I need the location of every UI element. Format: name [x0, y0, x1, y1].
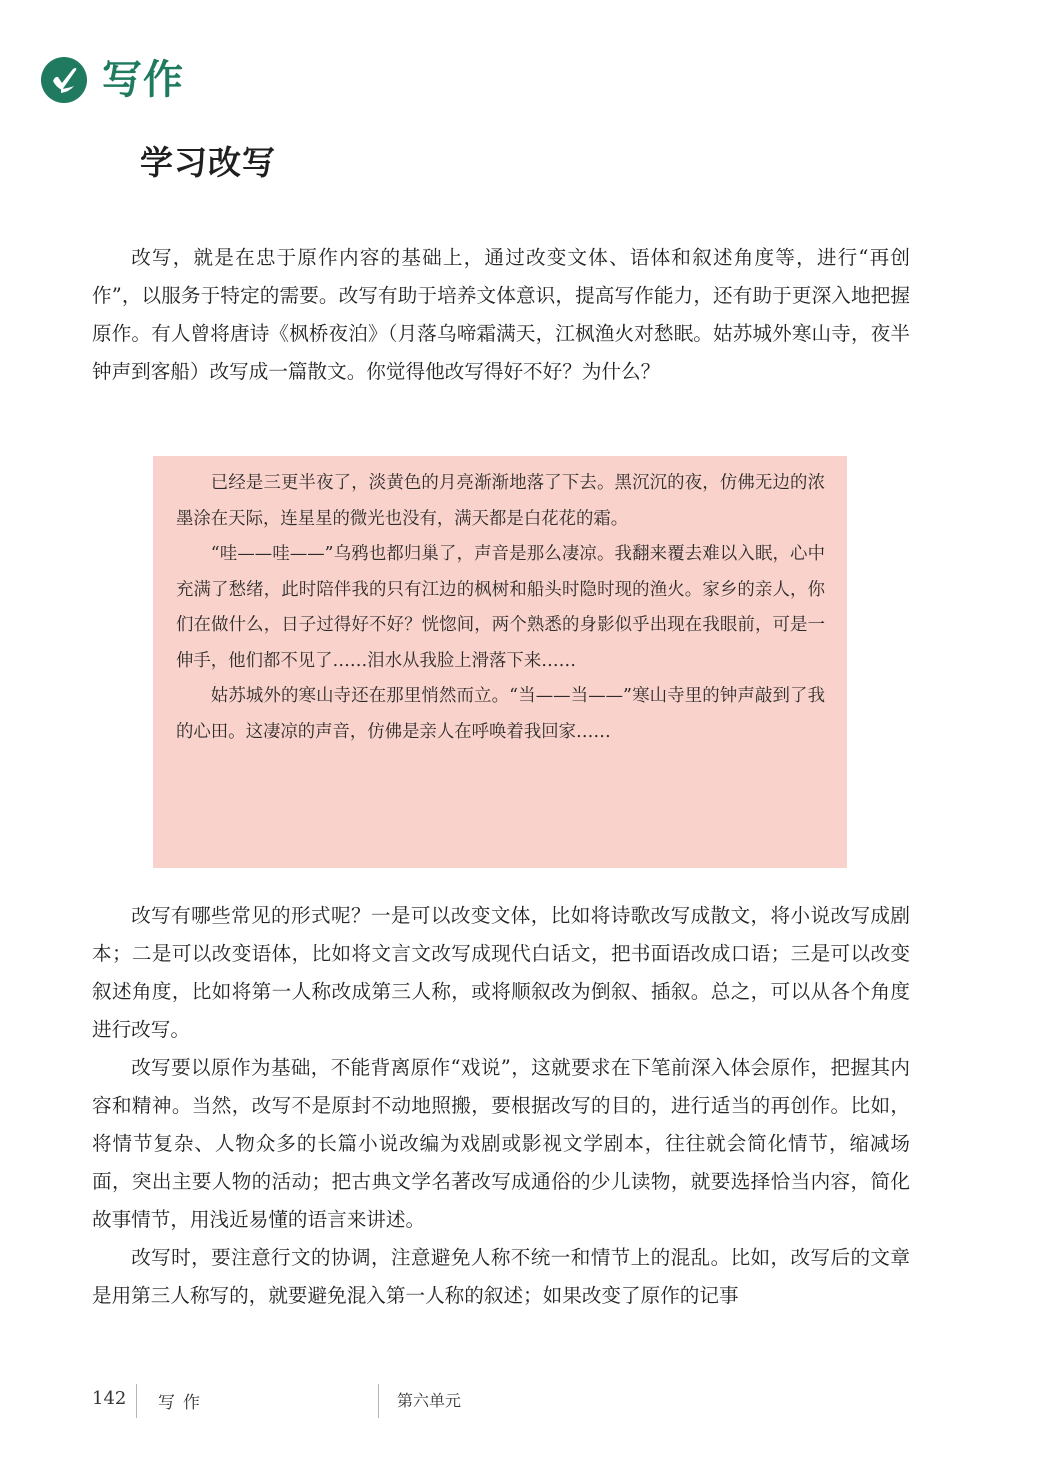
footer-section-label: 写作 — [158, 1393, 208, 1413]
body-paragraph: 改写要以原作为基础，不能背离原作“戏说”，这就要求在下笔前深入体会原作，把握其内容和精神。当然，改写不是原封不动地照搬，要根据改写的目的，进行适当的再创作。比如，将情节复杂、人物众多的长篇小说改编为戏剧或影视文学剧本，往往就会简化情节，缩减场面，突出主要人物的活动；把古典文学名著改写成通俗的少儿读物，就要选择恰当内容，简化故事情节，用浅近易懂的语言来讲述。 — [92, 1056, 910, 1231]
page-title: 学习改写 — [140, 143, 276, 182]
example-paragraph: 姑苏城外的寒山寺还在那里悄然而立。“当——当——”寒山寺里的钟声敲到了我的心田。这凄凉的声音，仿佛是亲人在呼唤着我回家…… — [176, 686, 825, 742]
pen-nib-badge-icon — [40, 56, 88, 104]
example-paragraph: “哇——哇——”乌鸦也都归巢了，声音是那么凄凉。我翻来覆去难以入眠，心中充满了愁绪，此时陪伴我的只有江边的枫树和船头时隐时现的渔火。家乡的亲人，你们在做什么，日子过得好不好？恍惚间，两个熟悉的身影似乎出现在我眼前，可是一伸手，他们都不见了……泪水从我脸上滑落下来…… — [176, 544, 825, 671]
footer-divider — [378, 1384, 379, 1418]
intro-section — [92, 239, 910, 391]
rewrite-example-box — [153, 456, 847, 868]
section-header — [40, 52, 184, 108]
body-paragraph: 改写时，要注意行文的协调，注意避免人称不统一和情节上的混乱。比如，改写后的文章是用第三人称写的，就要避免混入第一人称的叙述；如果改变了原作的记事 — [92, 1246, 910, 1307]
example-paragraph: 已经是三更半夜了，淡黄色的月亮渐渐地落了下去。黑沉沉的夜，仿佛无边的浓墨涂在天际，连星星的微光也没有，满天都是白花花的霜。 — [176, 473, 825, 529]
footer-unit-label: 第六单元 — [397, 1391, 462, 1410]
body-paragraph: 改写有哪些常见的形式呢？一是可以改变文体，比如将诗歌改写成散文，将小说改写成剧本；二是可以改变语体，比如将文言文改写成现代白话文，把书面语改成口语；三是可以改变叙述角度，比如将第一人称改成第三人称，或将顺叙改为倒叙、插叙。总之，可以从各个角度进行改写。 — [92, 904, 910, 1041]
section-label: 写作 — [102, 57, 184, 103]
intro-paragraph: 改写，就是在忠于原作内容的基础上，通过改变文体、语体和叙述角度等，进行“再创作”，以服务于特定的需要。改写有助于培养文体意识，提高写作能力，还有助于更深入地把握原作。有人曾将唐诗《枫桥夜泊》（月落乌啼霜满天，江枫渔火对愁眠。姑苏城外寒山寺，夜半钟声到客船）改写成一篇散文。你觉得他改写得好不好？为什么？ — [92, 246, 910, 383]
footer-divider — [136, 1384, 137, 1418]
page-footer — [0, 1384, 1044, 1420]
main-section — [92, 897, 910, 1315]
page-number: 142 — [92, 1388, 127, 1409]
